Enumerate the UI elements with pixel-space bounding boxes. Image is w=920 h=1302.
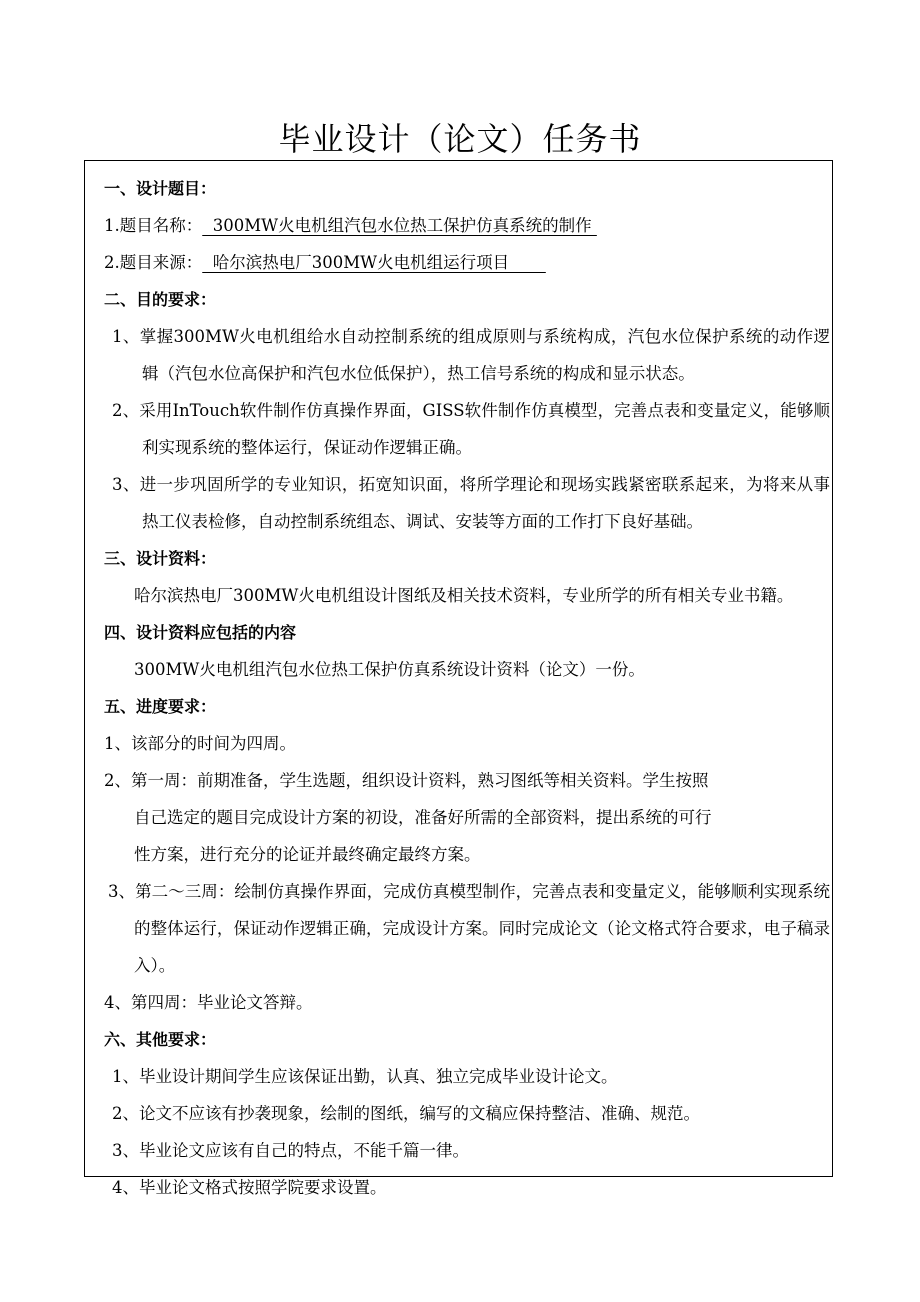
schedule-item: 2、第一周：前期准备，学生选题，组织设计资料，熟习图纸等相关资料。学生按照 bbox=[104, 771, 709, 790]
page-title: 毕业设计（论文）任务书 bbox=[278, 120, 642, 158]
section-heading-contents: 四、设计资料应包括的内容 bbox=[104, 623, 297, 642]
section-heading-topic: 一、设计题目： bbox=[104, 179, 217, 198]
section-heading-materials: 三、设计资料： bbox=[104, 549, 217, 568]
task-content bbox=[104, 170, 830, 1206]
contents-text: 300MW火电机组汽包水位热工保护仿真系统设计资料（论文）一份。 bbox=[134, 660, 645, 679]
schedule-item: 3、第二～三周：绘制仿真操作界面，完成仿真模型制作，完善点表和变量定义，能够顺利实现系统的整体运行，保证动作逻辑正确，完成设计方案。同时完成论文（论文格式符合要求，电子稿录入）。 bbox=[108, 882, 830, 975]
other-item: 3、毕业论文应该有自己的特点，不能千篇一律。 bbox=[112, 1141, 469, 1160]
topic-source-row bbox=[104, 244, 830, 281]
goal-item: 3、进一步巩固所学的专业知识，拓宽知识面，将所学理论和现场实践紧密联系起来，为将来从事热工仪表检修，自动控制系统组态、调试、安装等方面的工作打下良好基础。 bbox=[112, 475, 830, 531]
section-heading-schedule: 五、进度要求： bbox=[104, 697, 217, 716]
topic-name-label: 1.题目名称： bbox=[104, 216, 203, 235]
topic-name-value: 300MW火电机组汽包水位热工保护仿真系统的制作 bbox=[202, 216, 597, 235]
schedule-item-continued: 性方案，进行充分的论证并最终确定最终方案。 bbox=[134, 845, 481, 864]
other-item: 2、论文不应该有抄袭现象，绘制的图纸，编写的文稿应保持整洁、准确、规范。 bbox=[112, 1104, 700, 1123]
topic-name-row bbox=[104, 207, 830, 244]
other-item: 1、毕业设计期间学生应该保证出勤，认真、独立完成毕业设计论文。 bbox=[112, 1067, 618, 1086]
materials-text: 哈尔滨热电厂300MW火电机组设计图纸及相关技术资料，专业所学的所有相关专业书籍。 bbox=[134, 586, 794, 605]
schedule-item: 1、该部分的时间为四周。 bbox=[104, 734, 296, 753]
section-heading-goals: 二、目的要求： bbox=[104, 290, 217, 309]
section-heading-other: 六、其他要求： bbox=[104, 1030, 217, 1049]
other-item: 4、毕业论文格式按照学院要求设置。 bbox=[112, 1178, 387, 1197]
schedule-item: 4、第四周：毕业论文答辩。 bbox=[104, 993, 313, 1012]
topic-source-value: 哈尔滨热电厂300MW火电机组运行项目 bbox=[202, 253, 546, 272]
schedule-item-continued: 自己选定的题目完成设计方案的初设，准备好所需的全部资料，提出系统的可行 bbox=[134, 808, 712, 827]
topic-source-label: 2.题目来源： bbox=[104, 253, 203, 272]
goal-item: 2、采用InTouch软件制作仿真操作界面，GISS软件制作仿真模型，完善点表和变量定义，能够顺利实现系统的整体运行，保证动作逻辑正确。 bbox=[112, 401, 830, 457]
goal-item: 1、掌握300MW火电机组给水自动控制系统的组成原则与系统构成，汽包水位保护系统的动作逻辑（汽包水位高保护和汽包水位低保护），热工信号系统的构成和显示状态。 bbox=[112, 327, 830, 383]
